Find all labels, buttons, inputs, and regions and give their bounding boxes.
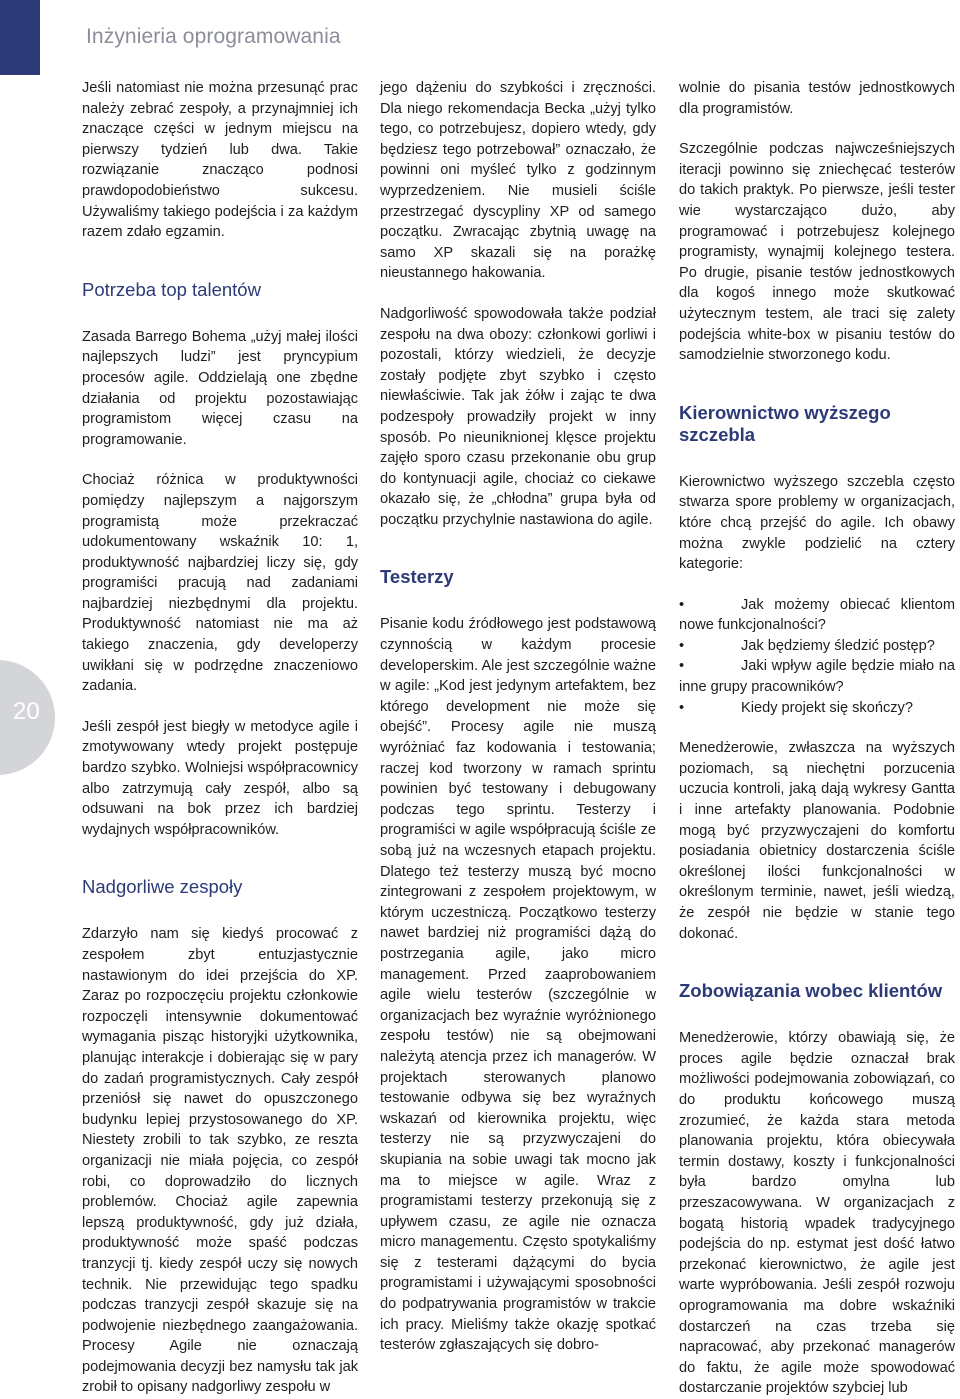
paragraph: jego dążeniu do szybkości i zręczności. Dla niego rekomendacja Becka „użyj tylko tego, co potrzebujesz, dopiero wtedy, gdy będziesz tego potrzebował” oznaczało, że powinni oni myśleć tylko z godzinnym wyprzedzeniem. Nie musieli ściśle przestrzegać dyscypliny XP od samego początku. Zwracając zbytnią uwagę na samo XP skazali się na porażkę nieustannego hakowania. xyxy=(380,80,656,282)
paragraph: wolnie do pisania testów jednostkowych dla programistów. xyxy=(679,80,955,117)
heading-top-talent: Potrzeba top talentów xyxy=(82,278,261,300)
bullet-icon: • xyxy=(679,699,685,716)
heading-senior-management: Kierownictwo wyższego szczebla xyxy=(679,401,891,445)
edge-accent-bar xyxy=(0,0,40,75)
concerns-list xyxy=(679,595,955,719)
page-number: 20 xyxy=(13,698,40,725)
column-3 xyxy=(679,78,955,1399)
bullet-icon: • xyxy=(679,596,685,613)
paragraph: Menedżerowie, którzy obawiają się, że proces agile będzie oznaczał brak możliwości podejmowania zobowiązań, co do produktu końcowego muszą zrozumieć, że każda stara metoda planowania projektu, która obiecywała termin dostawy, koszty i funkcjonalności była bardzo omylna lub przeszacowywana. W organizacjach z bogatą historią wpadek tradycyjnego podejścia do np. estymat jest dość łatwo przekonać kierownictwo, że agile jest warte wypróbowania. Jeśli zespół rozwoju oprogramowania ma dobre wskaźniki dostarczeń na czas trzeba się napracować, aby przekonać managerów do faktu, że agile może spowodować dostarczanie projektów szybciej lub xyxy=(679,1030,955,1397)
column-2 xyxy=(380,78,656,1356)
heading-eager-teams: Nadgorliwe zespoły xyxy=(82,876,243,898)
heading-customer-commitments: Zobowiązania wobec klientów xyxy=(679,980,943,1002)
paragraph: Szczególnie podczas najwcześniejszych iteracji powinno się zniechęcać testerów do takich praktyk. Po pierwsze, jeśli tester wie wystarczająco dużo, aby programować i potrzebujesz kolejnego programisty, wynajmij kolejnego testera. Po drugie, pisanie testów jednostkowych dla kogoś innego może skutkować użytecznym testem, ale traci się zalety podejścia white-box w pisaniu testów do samodzielnie stworzonego kodu. xyxy=(679,141,955,364)
heading-testers: Testerzy xyxy=(380,566,454,588)
bullet-icon: • xyxy=(679,637,685,654)
running-header: Inżynieria oprogramowania xyxy=(86,25,341,48)
list-item: • Jak możemy obiecać klientom nowe funkcjonalności? xyxy=(679,596,955,634)
list-item: • Kiedy projekt się skończy? xyxy=(679,698,955,719)
list-item: • Jak będziemy śledzić postęp? xyxy=(679,636,955,657)
bullet-icon: • xyxy=(679,658,685,675)
paragraph: Jeśli natomiast nie można przesunąć prac należy zebrać zespoły, a przynajmniej ich znaczące części w jednym miejscu na pierwszy tydzień lub dwa. Takie rozwiązanie znacząco podnosi prawdopodobieństwo sukcesu. Używaliśmy takiego podejścia i za każdym razem zdało egzamin. xyxy=(82,80,358,241)
paragraph: Nadgorliwość spowodowała także podział zespołu na dwa obozy: członkowi gorliwi i pozostali, którzy wiedzieli, że decyzje zostały podjęte zbyt szybko i często niewłaściwie. Tak jak żółw i zając te dwa podzespoły prowadziły projekt w inny sposób. Po nieuniknionej klęsce projektu zajęło sporo czasu przekonanie obu grup do kontynuacji agile, chociaż co ciekawe okazało się, że „chłodna” grupa była od początku przychylnie nastawiona do agile. xyxy=(380,305,656,528)
paragraph: Zasada Barrego Bohema „użyj małej ilości najlepszych ludzi” jest pryncypium procesów agile. Oddzielają one zbędne działania od projektu pozostawiając programistom więcej czasu na programowanie. xyxy=(82,328,358,448)
paragraph: Jeśli zespół jest biegły w metodyce agile i zmotywowany wtedy projekt postępuje bardzo szybko. Wolniejsi współpracownicy albo zatrzymują cały zespół, albo są odsuwani na bok przez ich bardziej wydajnych współpracowników. xyxy=(82,718,358,838)
list-item: • Jaki wpływ agile będzie miało na inne grupy pracowników? xyxy=(679,658,955,696)
paragraph: Chociaż różnica w produktywności pomiędzy najlepszym a najgorszym programistą może przekraczać udokumentowany wskaźnik 10: 1, produktywność najbardziej liczy się, gdy programiści pracują nad zadaniami najbardziej niezbędnymi dla projektu. Produktywność natomiast nie ma aż takiego znaczenia, gdy developerzy uwikłani się w podrzędne znaczeniowo zadania. xyxy=(82,472,358,695)
paragraph: Pisanie kodu źródłowego jest podstawową czynnością w każdym procesie developerskim. Ale jest szczególnie ważne w agile: „Kod jest jedynym artefaktem, bez którego development nie może się obejść”. Procesy agile nie muszą wyróżniać faz kodowania i testowania; raczej kod tworzony w ramach sprintu powinien być testowany i debugowany podczas tego sprintu. Testerzy i programiści w agile współpracują ściśle ze sobą już na wczesnych etapach projektu. Dlatego też testerzy muszą być mocno zintegrowani z zespołem projektowym, w którym uczestniczą. Początkowo testerzy nawet bardziej niż programiści dążą do postrzegania agile, jako micro management. Przed zaaprobowaniem agile wielu testerów (szczególnie w organizacjach bez wyraźnie wyróżnionego zespołu testów) nie są obejmowani należytą atencja przez ich managerów. W projektach sterowanych planowo testowanie odbywa się bez wyraźnych wskazań od kierownika projektu, więc testerzy nie są przyzwyczajeni do skupiania na sobie uwagi tak mocno jak ma to miejsce w agile. Wraz z programistami testerzy przekonują się z upływem czasu, ze agile nie oznacza micro managementu. Często spotykaliśmy się z testerami dążącymi do bycia programistami i używającymi sposobności do podpatrywania programistów w trakcie ich pracy. Mieliśmy także okazję spotkać testerów zgłaszających się dobro- xyxy=(380,616,656,1354)
paragraph: Kierownictwo wyższego szczebla często stwarza spore problemy w organizacjach, które chcą przejść do agile. Ich obawy można zwykle podzielić na cztery kategorie: xyxy=(679,473,955,573)
paragraph: Menedżerowie, zwłaszcza na wyższych poziomach, są niechętni porzucenia uczucia kontroli, jaką dają wykresy Gantta i inne artefakty planowania. Podobnie mogą być przyzwyczajeni do komfortu posiadania obietnicy dostarczenia ściśle określonej ilości funkcjonalności w określonym terminie, nawet, jeśli wiedzą, że zespół nie będzie w stanie tego dokonać. xyxy=(679,740,955,942)
paragraph: Zdarzyło nam się kiedyś procować z zespołem zbyt entuzjastycznie nastawionym do idei przejścia do XP. Zaraz po rozpoczęciu projektu członkowie rozpoczęli intensywnie dokumentować wymagania pisząc historyjki użytkownika, planując interakcje i dobierając się w pary do zadań programistycznych. Cały zespół przeniósł się nawet do opuszczonego budynku lepiej przystosowanego do XP. Niestety zrobili to tak szybko, ze reszta organizacji nie miała pojęcia, co zespół robi, co doprowadziło do licznych problemów. Chociaż agile zapewnia lepszą produktywność, gdy już działa, produktywność może spaść podczas tranzycji tj. kiedy zespół uczy się nowych technik. Nie przewidując tego spadku podczas tranzycji zespół skazuje się na podwojenie niezbędnego zaangażowania. Procesy Agile nie oznaczają podejmowania decyzji bez namysłu tak jak zrobił to opisany nadgorliwy zespołu w xyxy=(82,926,358,1396)
column-1 xyxy=(82,78,358,1398)
